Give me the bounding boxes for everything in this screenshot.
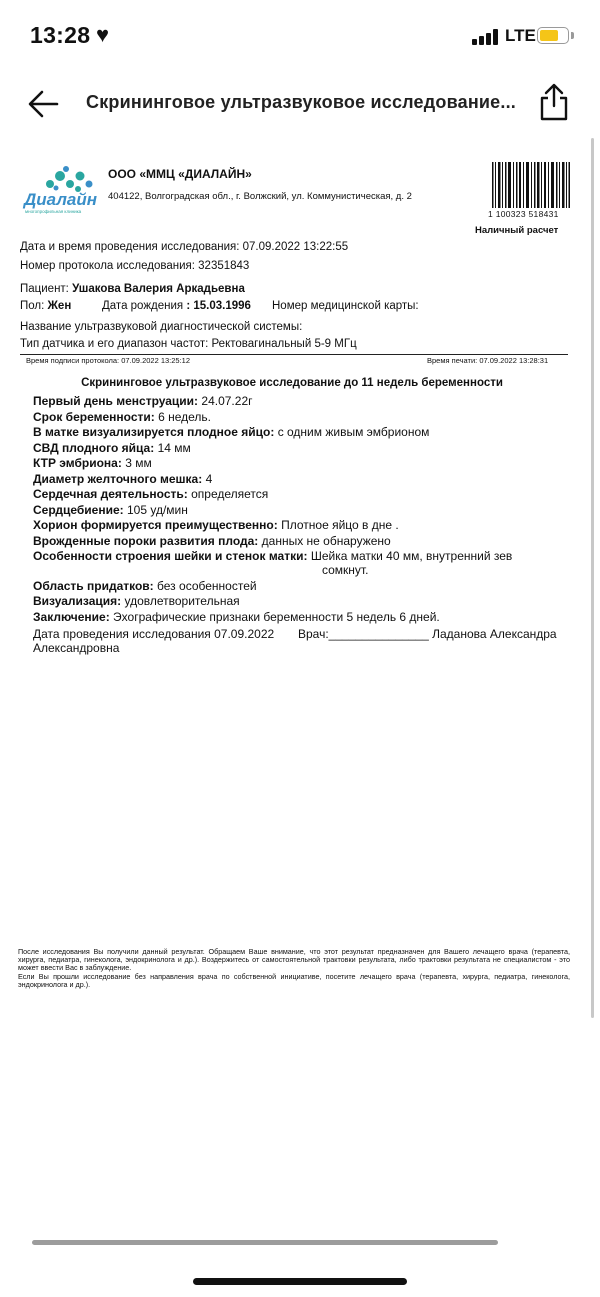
- finding-value: сомкнут.: [322, 563, 369, 577]
- patient-name: Ушакова Валерия Аркадьевна: [72, 283, 245, 295]
- status-time: 13:28: [30, 22, 91, 48]
- arrow-left-icon: [24, 84, 64, 124]
- finding-label: Сердечная деятельность:: [33, 487, 188, 501]
- finding-row: [33, 579, 257, 593]
- doctor-line: Врач:_______________ Ладанова Александра: [298, 627, 557, 641]
- horizontal-scrollbar[interactable]: [32, 1240, 498, 1245]
- finding-label: Первый день менструации:: [33, 394, 199, 408]
- finding-row: [33, 503, 188, 517]
- battery-icon: [537, 27, 569, 44]
- protocol-number: Номер протокола исследования: 32351843: [20, 260, 250, 272]
- finding-value: 14 мм: [157, 441, 191, 455]
- finding-label: Диаметр желточного мешка:: [33, 472, 203, 486]
- exam-datetime: Дата и время проведения исследования: 07.09.2022 13:22:55: [20, 241, 349, 253]
- page-title: Скрининговое ультразвуковое исследование...: [86, 92, 516, 112]
- org-name: ООО «ММЦ «ДИАЛАЙН»: [108, 167, 252, 181]
- heart-icon: ♥: [96, 22, 110, 47]
- finding-value: удовлетворительная: [124, 594, 240, 608]
- finding-row: [33, 472, 212, 486]
- finding-label: КТР эмбриона:: [33, 456, 122, 470]
- finding-label: Хорион формируется преимущественно:: [33, 518, 278, 532]
- finding-label: Заключение:: [33, 610, 110, 624]
- card-label: Номер медицинской карты:: [272, 300, 419, 312]
- barcode: [492, 162, 570, 208]
- system-name: Название ультразвуковой диагностической системы:: [20, 321, 303, 333]
- nav-bar: [0, 72, 600, 136]
- back-button[interactable]: [24, 84, 64, 124]
- finding-row: [33, 594, 240, 608]
- battery-cap: [571, 32, 574, 39]
- print-time: Время печати: 07.09.2022 13:28:31: [427, 356, 549, 365]
- finding-value: 24.07.22г: [201, 394, 253, 408]
- org-address: 404122, Волгоградская обл., г. Волжский, ул. Коммунистическая, д. 2: [108, 191, 412, 202]
- sex-value: Жен: [47, 300, 72, 312]
- footnote-text-2: Если Вы прошли исследование без направления врача по собственной инициативе, посетите лечащего врача (терапевта, хирурга, педиатра, гинеколога, эндокринолога и др.).: [18, 971, 570, 989]
- logo-text: Диалайн: [24, 190, 98, 209]
- finding-value: данных не обнаружено: [261, 534, 391, 548]
- share-button[interactable]: [534, 80, 574, 124]
- finding-row: [33, 610, 440, 624]
- finding-value: 3 мм: [125, 456, 152, 470]
- finding-label: СВД плодного яйца:: [33, 441, 155, 455]
- sensor-type: Тип датчика и его диапазон частот: Ректовагинальный 5-9 МГц: [20, 338, 357, 350]
- logo-subtext: многопрофильная клиника: [25, 209, 82, 214]
- status-bar: [0, 0, 600, 72]
- finding-value: определяется: [191, 487, 269, 501]
- finding-label: Сердцебиение:: [33, 503, 124, 517]
- dob-value: : 15.03.1996: [186, 300, 251, 312]
- finding-label: В матке визуализируется плодное яйцо:: [33, 425, 275, 439]
- exam-date-line: Дата проведения исследования 07.09.2022: [33, 627, 275, 641]
- finding-row: [33, 534, 391, 548]
- patient-label: Пациент:: [20, 283, 69, 295]
- network-label: LTE: [505, 26, 536, 45]
- finding-value: с одним живым эмбрионом: [277, 425, 430, 439]
- finding-label: Визуализация:: [33, 594, 122, 608]
- footnote: [18, 948, 570, 989]
- finding-value: 4: [205, 472, 213, 486]
- finding-value: Эхографические признаки беременности 5 недель 6 дней.: [113, 610, 440, 624]
- finding-value: 105 уд/мин: [126, 503, 188, 517]
- finding-label: Область придатков:: [33, 579, 154, 593]
- sex-label: Пол:: [20, 300, 45, 312]
- divider: [20, 354, 568, 355]
- clinic-logo: [22, 164, 106, 214]
- finding-label: Особенности строения шейки и стенок матки:: [33, 549, 308, 563]
- finding-row: [33, 441, 191, 455]
- finding-row: [33, 394, 253, 408]
- finding-row: [33, 456, 152, 470]
- doctor-line-2: Александровна: [33, 641, 120, 655]
- payment-type: Наличный расчет: [475, 225, 559, 236]
- patient-row: [20, 283, 245, 295]
- signed-time: Время подписи протокола: 07.09.2022 13:25:12: [26, 356, 191, 365]
- sex-label-row: [20, 300, 71, 312]
- finding-label: Срок беременности:: [33, 410, 155, 424]
- finding-row: [33, 549, 512, 563]
- dob-row: [102, 300, 251, 312]
- finding-row: [33, 410, 211, 424]
- share-icon: [534, 80, 574, 124]
- barcode-number: 1 100323 518431: [488, 209, 559, 219]
- finding-row: [322, 563, 368, 577]
- footnote-text: После исследования Вы получили данный результат. Обращаем Ваше внимание, что этот результат предназначен для Вашего лечащего врача (терапевта, хирурга, педиатра, гинеколога, эндокринолога и др.). Воздержитесь от самостоятельной трактовки результата, либо трактовки результата не специалистом - это может ввести Вас в заблуждение.: [18, 947, 570, 973]
- dob-label: Дата рождения: [102, 300, 184, 312]
- finding-value: без особенностей: [157, 579, 257, 593]
- finding-value: Плотное яйцо в дне .: [281, 518, 399, 532]
- report-title: Скрининговое ультразвуковое исследование до 11 недель беременности: [81, 377, 503, 389]
- finding-row: [33, 487, 268, 501]
- finding-value: Шейка матки 40 мм, внутренний зев: [310, 549, 513, 563]
- finding-value: 6 недель.: [158, 410, 212, 424]
- finding-row: [33, 425, 429, 439]
- pdf-document: [0, 150, 600, 1230]
- finding-row: [33, 518, 399, 532]
- home-indicator[interactable]: [193, 1278, 407, 1285]
- signal-icon: [472, 29, 500, 45]
- finding-label: Врожденные пороки развития плода:: [33, 534, 259, 548]
